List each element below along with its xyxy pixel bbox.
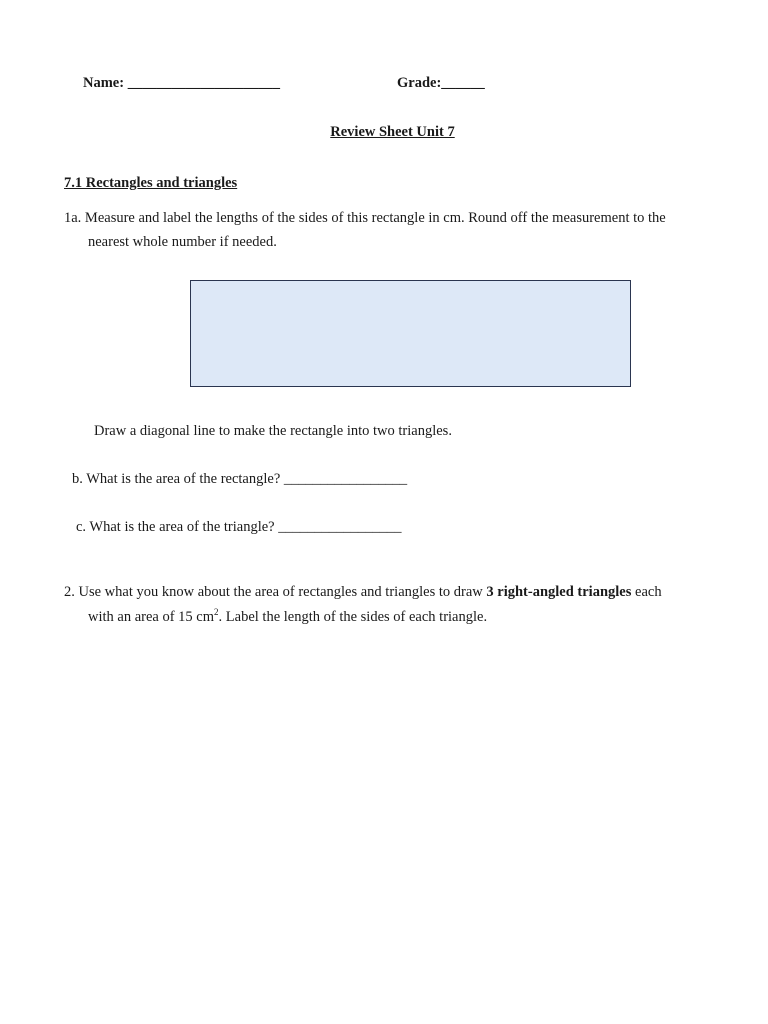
section-heading: 7.1 Rectangles and triangles — [64, 175, 238, 191]
question-1b-text: b. What is the area of the rectangle? — [72, 471, 281, 487]
question-1a-line-1: 1a. Measure and label the lengths of the sides of this rectangle in cm. Round off the measurement to the — [64, 210, 666, 226]
question-2-prefix: 2. Use what you know about the area of rectangles and triangles to draw — [64, 584, 483, 600]
name-blank[interactable]: _____________________ — [127, 75, 280, 91]
question-1c-text: c. What is the area of the triangle? — [76, 519, 275, 535]
grade-field — [397, 75, 485, 92]
question-1c — [76, 515, 402, 539]
question-2-bold: 3 right-angled triangles — [486, 584, 632, 600]
question-1a-instruction: Draw a diagonal line to make the rectangle into two triangles. — [94, 423, 452, 439]
question-1b — [72, 467, 407, 491]
name-label: Name: — [83, 75, 125, 91]
grade-blank[interactable]: ______ — [441, 75, 485, 91]
question-1a-line-2: nearest whole number if needed. — [88, 234, 277, 250]
rectangle-figure — [190, 280, 631, 387]
question-1c-answer-blank[interactable]: _________________ — [278, 519, 402, 535]
name-field — [83, 75, 280, 92]
grade-label: Grade: — [397, 75, 442, 91]
page-title: Review Sheet Unit 7 — [330, 124, 455, 140]
question-2-label-text: . Label the length of the sides of each triangle. — [218, 609, 488, 625]
question-2-area-text: with an area of 15 cm — [88, 609, 215, 625]
question-1b-answer-blank[interactable]: _________________ — [283, 471, 408, 487]
question-2-line-1 — [64, 580, 662, 604]
question-2-superscript: 2 — [214, 607, 219, 617]
question-2-line-2 — [88, 605, 487, 629]
question-2-suffix: each — [635, 584, 662, 600]
